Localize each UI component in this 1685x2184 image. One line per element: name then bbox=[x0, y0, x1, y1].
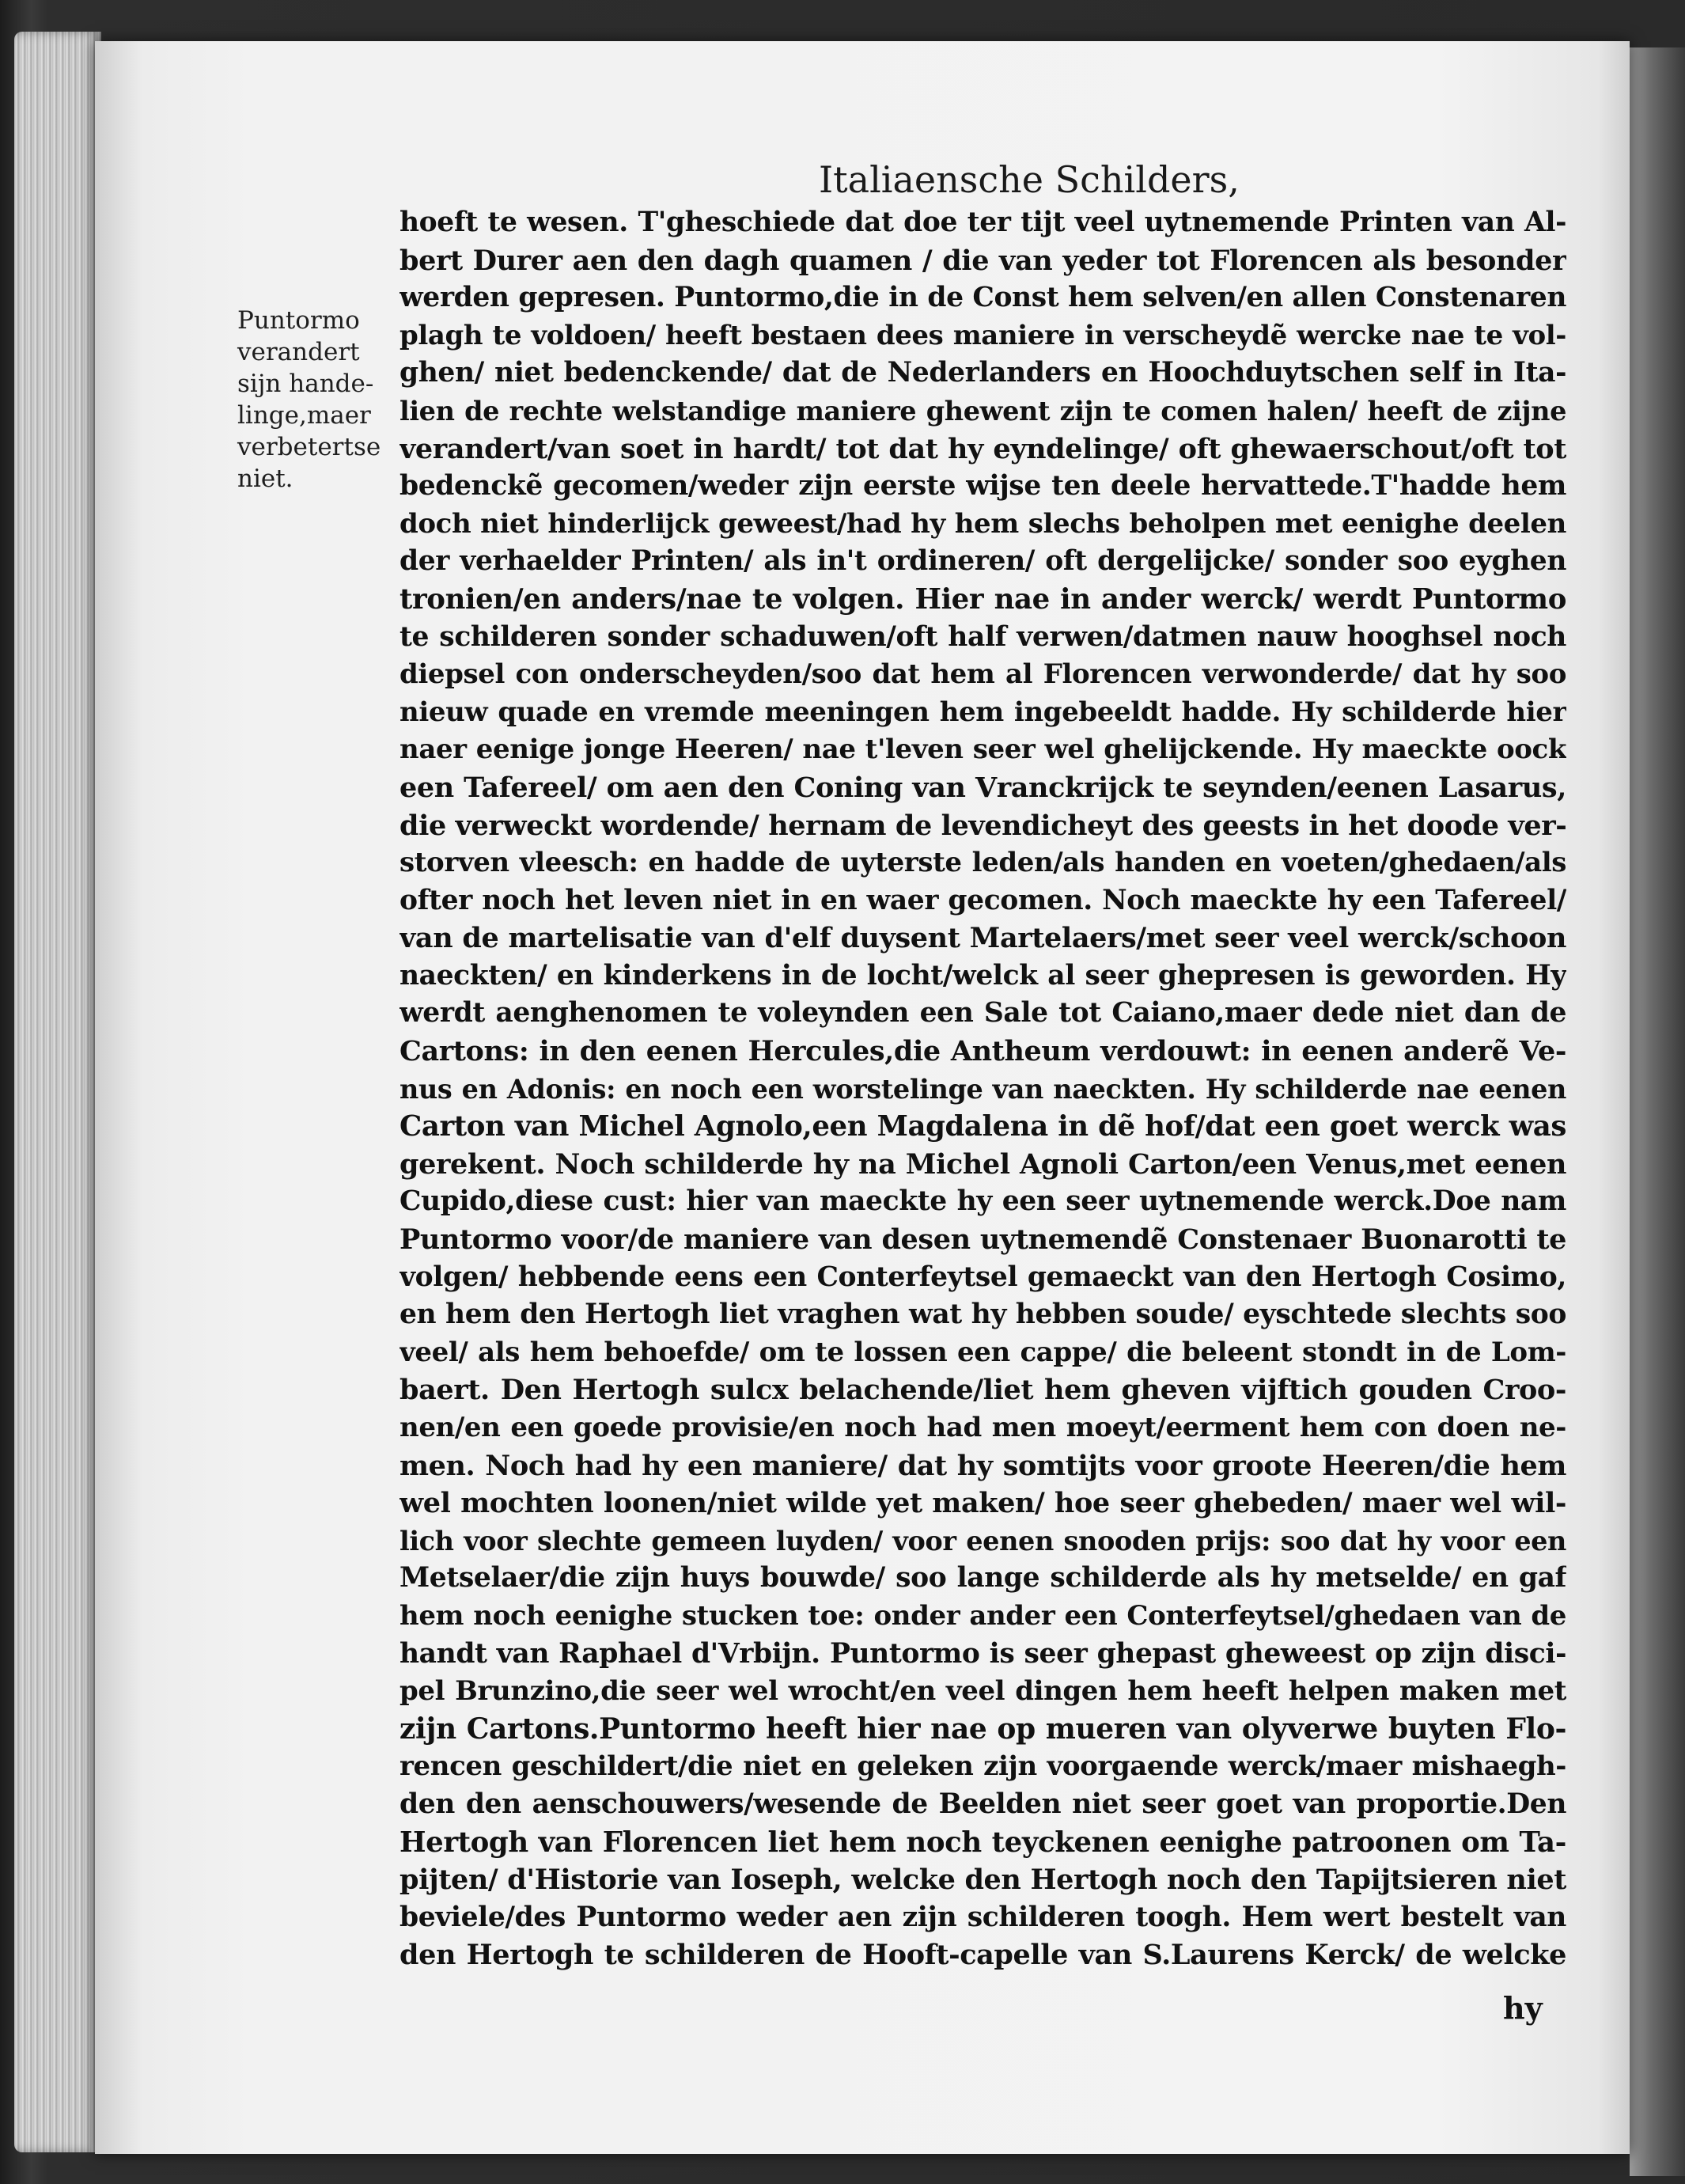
text-line: wel mochten loonen/niet wilde yet maken/ hoe seer ghebeden/ maer wel wil- bbox=[399, 1487, 1566, 1520]
text-line: naer eenige jonge Heeren/ nae t'leven seer wel ghelijckende. Hy maeckte oock bbox=[399, 734, 1566, 766]
margin-note-line: verbetertse bbox=[237, 433, 381, 461]
margin-note-line: verandert bbox=[237, 338, 360, 366]
text-line: Hertogh van Florencen liet hem noch teyckenen eenighe patroonen om Ta- bbox=[399, 1826, 1566, 1859]
text-line: doch niet hinderlijck geweest/had hy hem slechs beholpen met eenighe deelen bbox=[399, 507, 1566, 540]
text-line: nen/en een goede provisie/en noch had men moeyt/eerment hem con doen ne- bbox=[399, 1412, 1566, 1443]
text-line: Cartons: in den eenen Hercules,die Antheum verdouwt: in eenen anderẽ Ve- bbox=[399, 1035, 1566, 1068]
text-line: Metselaer/die zijn huys bouwde/ soo lange schilderde als hy metselde/ en gaf bbox=[399, 1562, 1566, 1594]
text-line: veel/ als hem behoefde/ om te lossen een cappe/ die beleent stondt in de Lom- bbox=[399, 1336, 1566, 1368]
text-line: Carton van Michel Agnolo,een Magdalena in dẽ hof/dat een goet werck was bbox=[399, 1110, 1566, 1143]
text-line: verandert/van soet in hardt/ tot dat hy eyndelinge/ oft ghewaerschout/oft tot bbox=[399, 432, 1566, 465]
catchword: hy bbox=[1503, 1990, 1543, 2026]
text-line: plagh te voldoen/ heeft bestaen dees maniere in verscheydẽ wercke nae te vol- bbox=[399, 319, 1566, 351]
margin-note bbox=[237, 305, 396, 495]
text-line: zijn Cartons.Puntormo heeft hier nae op mueren van olyverwe buyten Flo- bbox=[399, 1712, 1566, 1746]
text-line: nus en Adonis: en noch een worstelinge van naeckten. Hy schilderde nae eenen bbox=[399, 1073, 1566, 1105]
text-line: handt van Raphael d'Vrbijn. Puntormo is seer ghepast gheweest op zijn disci- bbox=[399, 1637, 1566, 1670]
text-line: storven vleesch: en hadde de uyterste leden/als handen en voeten/ghedaen/als bbox=[399, 847, 1566, 879]
text-line: nieuw quade en vremde meeningen hem ingebeeldt hadde. Hy schilderde hier bbox=[399, 696, 1566, 728]
margin-note-line: sijn hande- bbox=[237, 370, 374, 398]
text-line: den den aenschouwers/wesende de Beelden niet seer goet van proportie.Den bbox=[399, 1788, 1566, 1820]
text-line: ghen/ niet bedenckende/ dat de Nederlanders en Hoochduytschen self in Ita- bbox=[399, 357, 1566, 389]
text-line: rencen geschildert/die niet en geleken zijn voorgaende werck/maer mishaegh- bbox=[399, 1750, 1566, 1783]
text-line: diepsel con onderscheyden/soo dat hem al Florencen verwonderde/ dat hy soo bbox=[399, 658, 1566, 691]
text-line: den Hertogh te schilderen de Hooft-capelle van S.Laurens Kerck/ de welcke bbox=[399, 1939, 1566, 1972]
right-book-edge bbox=[1630, 47, 1685, 2176]
text-line: pijten/ d'Historie van Ioseph, welcke den Hertogh noch den Tapijtsieren niet bbox=[399, 1864, 1566, 1897]
text-line: men. Noch had hy een maniere/ dat hy somtijts voor groote Heeren/die hem bbox=[399, 1449, 1566, 1482]
text-line: lien de rechte welstandige maniere ghewent zijn te comen halen/ heeft de zijne bbox=[399, 395, 1566, 427]
text-line: lich voor slechte gemeen luyden/ voor eenen snooden prijs: soo dat hy voor een bbox=[399, 1525, 1566, 1556]
text-line: bert Durer aen den dagh quamen / die van yeder tot Florencen als besonder bbox=[399, 244, 1566, 277]
text-line: tronien/en anders/nae te volgen. Hier nae in ander werck/ werdt Puntormo bbox=[399, 582, 1566, 616]
margin-note-line: linge,maer bbox=[237, 401, 371, 430]
text-line: bedenckẽ gecomen/weder zijn eerste wijse ten deele hervattede.T'hadde hem bbox=[399, 470, 1566, 502]
text-line: baert. Den Hertogh sulcx belachende/liet hem gheven vijftich gouden Croo- bbox=[399, 1374, 1566, 1407]
text-line: der verhaelder Printen/ als in't ordineren/ oft dergelijcke/ sonder soo eyghen bbox=[399, 545, 1566, 578]
text-line: hem noch eenighe stucken toe: onder ander een Conterfeytsel/ghedaen van de bbox=[399, 1599, 1566, 1632]
text-line: pel Brunzino,die seer wel wrocht/en veel dingen hem heeft helpen maken met bbox=[399, 1675, 1566, 1708]
running-head: Italiaensche Schilders, bbox=[819, 158, 1240, 201]
text-line: van de martelisatie van d'elf duysent Martelaers/met seer veel werck/schoon bbox=[399, 922, 1566, 955]
margin-note-line: Puntormo bbox=[237, 306, 360, 335]
margin-note-line: niet. bbox=[237, 464, 293, 493]
text-line: die verweckt wordende/ hernam de levendicheyt des geests in het doode ver- bbox=[399, 809, 1566, 842]
text-line: Puntormo voor/de maniere van desen uytnemendẽ Constenaer Buonarotti te bbox=[399, 1223, 1566, 1257]
text-line: en hem den Hertogh liet vraghen wat hy hebben soude/ eyschtede slechts soo bbox=[399, 1299, 1566, 1331]
text-line: beviele/des Puntormo weder aen zijn schilderen toogh. Hem wert bestelt van bbox=[399, 1901, 1566, 1933]
text-line: hoeft te wesen. T'gheschiede dat doe ter tijt veel uytnemende Printen van Al- bbox=[399, 207, 1566, 238]
text-line: volgen/ hebbende eens een Conterfeytsel gemaeckt van den Hertogh Cosimo, bbox=[399, 1261, 1566, 1293]
text-line: ofter noch het leven niet in en waer gecomen. Noch maeckte hy een Tafereel/ bbox=[399, 884, 1566, 916]
text-line: werden gepresen. Puntormo,die in de Const hem selven/en allen Constenaren bbox=[399, 282, 1566, 314]
body-text bbox=[399, 204, 1566, 1974]
text-line: naeckten/ en kinderkens in de locht/welck al seer ghepresen is geworden. Hy bbox=[399, 959, 1566, 992]
text-line: gerekent. Noch schilderde hy na Michel Agnoli Carton/een Venus,met eenen bbox=[399, 1147, 1566, 1181]
text-line: Cupido,diese cust: hier van maeckte hy een seer uytnemende werck.Doe nam bbox=[399, 1185, 1566, 1218]
page-edges bbox=[14, 32, 101, 2152]
text-line: een Tafereel/ om aen den Coning van Vranckrijck te seynden/eenen Lasarus, bbox=[399, 771, 1566, 804]
text-line: werdt aenghenomen te voleynden een Sale tot Caiano,maer dede niet dan de bbox=[399, 997, 1566, 1029]
text-line: te schilderen sonder schaduwen/oft half verwen/datmen nauw hooghsel noch bbox=[399, 620, 1566, 653]
